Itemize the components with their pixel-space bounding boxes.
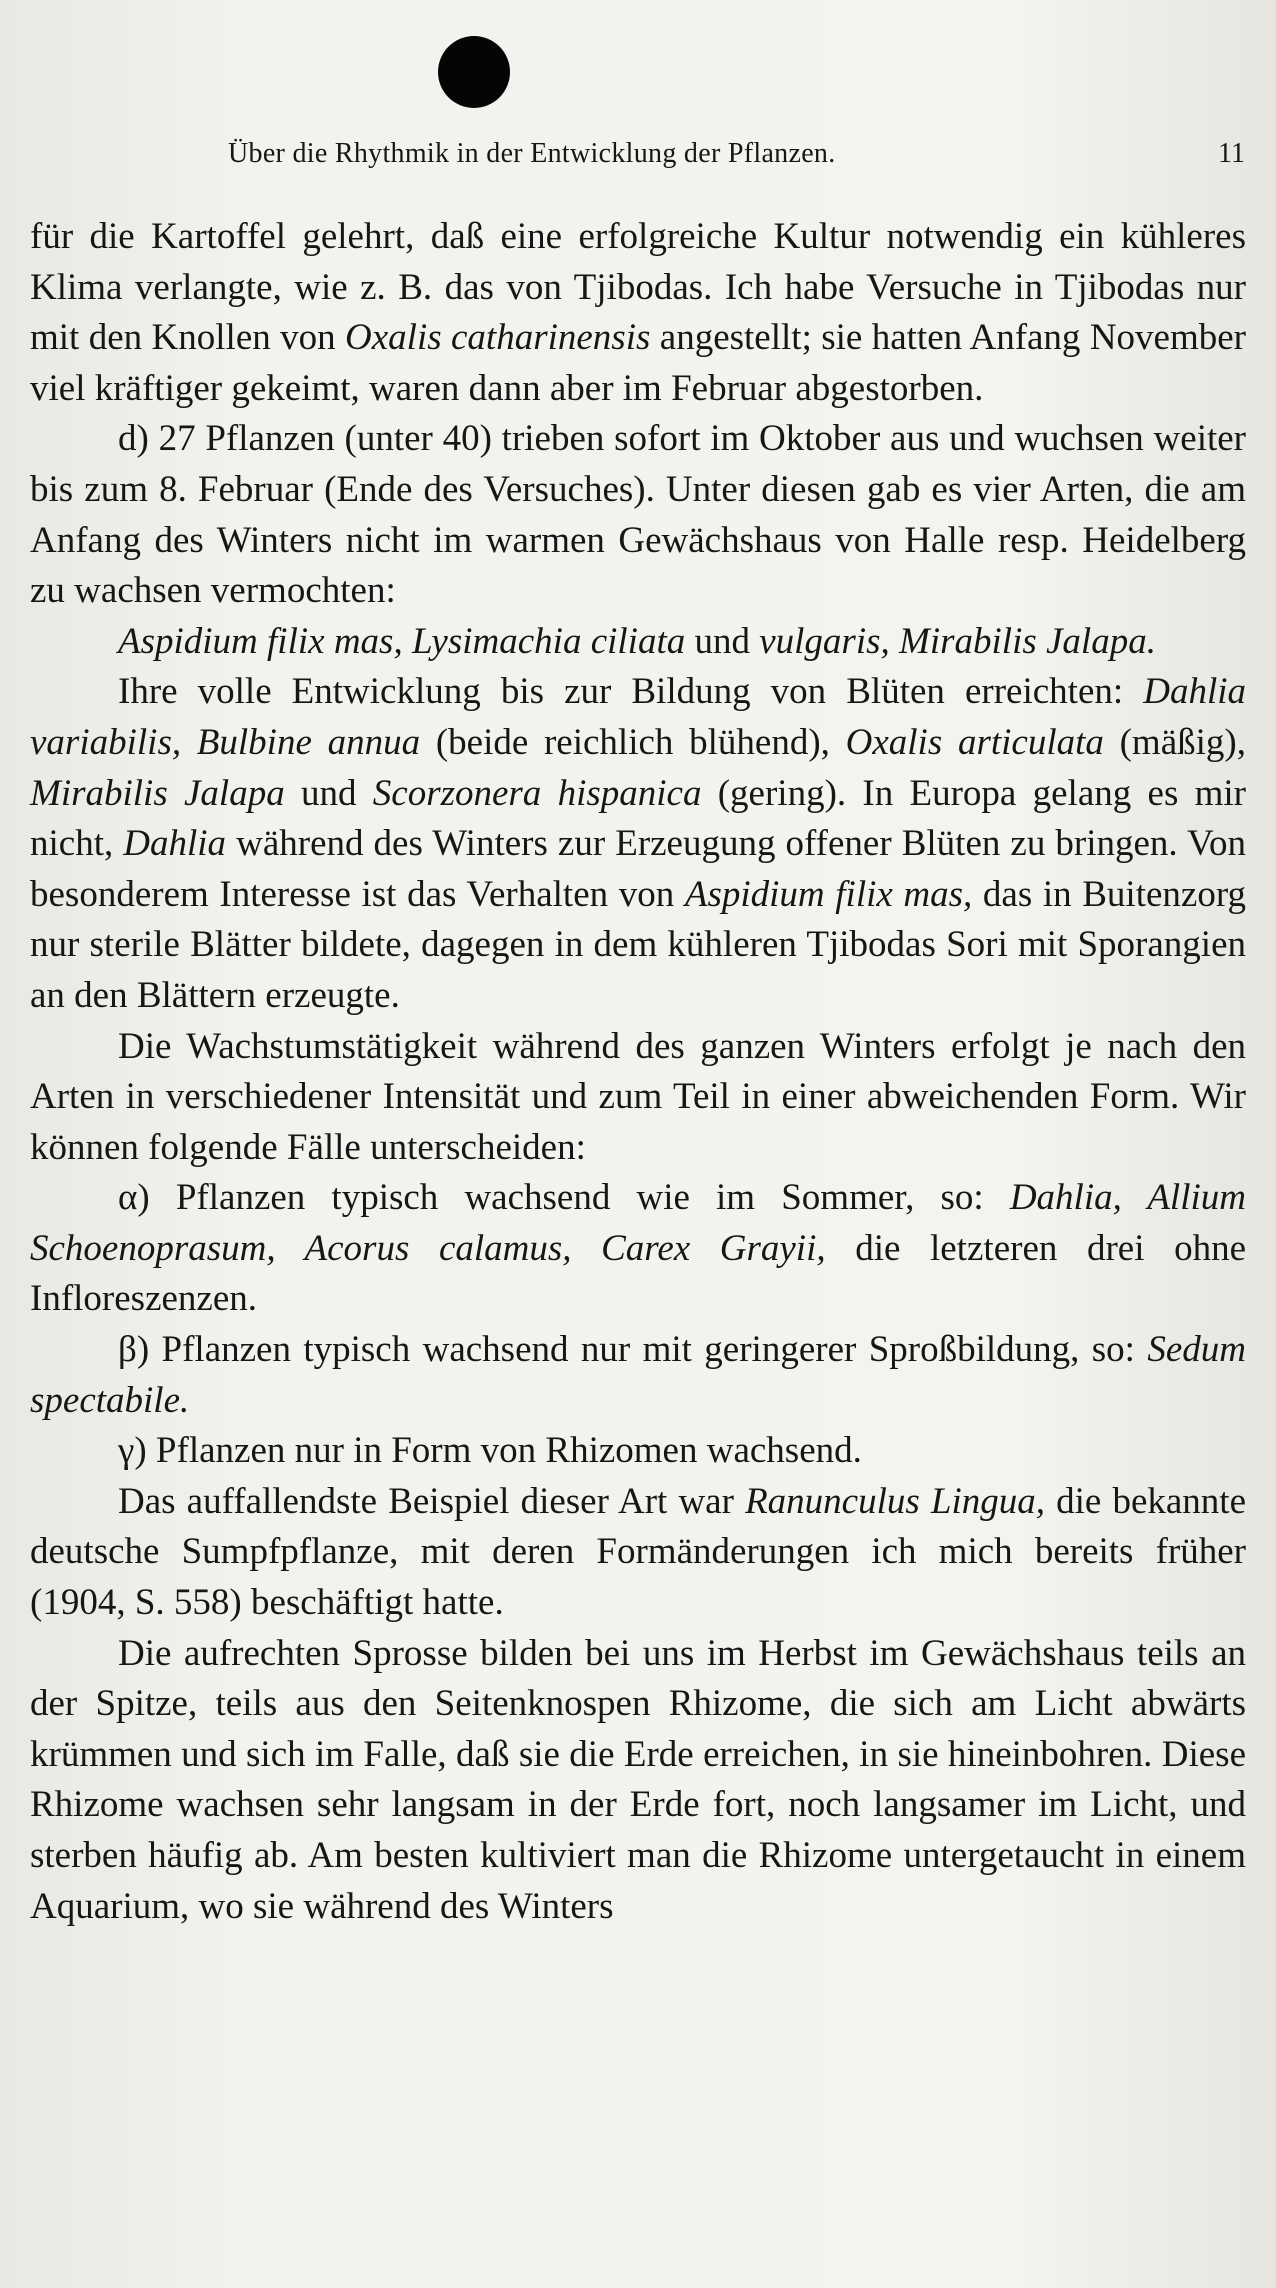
text-run: und (284, 772, 373, 814)
text-run: d) 27 Pflanzen (unter 40) trieben sofort im Oktober aus und wuchsen weiter bis zum 8. Februar (Ende des Versuches). Unter diesen gab es vier Arten, die am Anfang des Winters nicht im warmen Gewächshaus von Halle resp. Heidelberg zu wachsen vermochten: (30, 418, 1246, 612)
paragraph-p2 (30, 414, 1246, 616)
italic-term: Ranunculus Lingua, (745, 1480, 1045, 1522)
text-run: das in Buitenzorg nur sterile Blätter bildete, dagegen in dem kühleren Tjibodas Sori mit Sporangien an den Blättern erzeugte. (30, 873, 1246, 1016)
text-run: für die Kartoffel gelehrt, daß eine erfolgreiche Kultur notwendig ein kühleres Klima verlangte, wie z. B. das von Tjibodas. Ich habe Versuche in Tjibodas nur mit den Knollen von (30, 216, 1246, 359)
paragraph-p7 (30, 1325, 1246, 1426)
text-run: γ) Pflanzen nur in Form von Rhizomen wachsend. (118, 1430, 862, 1472)
paragraph-p9 (30, 1477, 1246, 1629)
paragraph-p5 (30, 1022, 1246, 1174)
paragraph-p4 (30, 667, 1246, 1021)
running-title: Über die Rhythmik in der Entwicklung der Pflanzen. (228, 138, 836, 169)
text-run: die bekannte deutsche Sumpfpflanze, mit deren Formänderungen ich mich bereits früher (1904, S. 558) beschäftigt hatte. (30, 1480, 1247, 1624)
paragraph-p1 (30, 212, 1246, 414)
text-run: während des Winters zur Erzeugung offener Blüten zu bringen. Von besonderem Interesse ist das Verhalten von (30, 823, 1246, 915)
italic-term: Oxalis catharinensis (345, 317, 651, 359)
italic-term: Oxalis articulata (845, 721, 1104, 763)
paragraph-p6 (30, 1173, 1246, 1325)
text-run: angestellt; sie hatten Anfang November viel kräftiger gekeimt, waren dann aber im Februar abgestorben. (30, 317, 1246, 409)
body-text (30, 212, 1246, 1932)
italic-term: Dahlia (123, 823, 227, 865)
paragraph-p10 (30, 1629, 1246, 1933)
text-run: (gering). In Europa gelang es mir nicht, (30, 772, 1246, 865)
text-run: (beide reichlich blühend), (420, 721, 846, 763)
text-run: Die Wachstumstätigkeit während des ganzen Winters erfolgt je nach den Arten in verschiedener Intensität und zum Teil in einer abweichenden Form. Wir können folgende Fälle unterscheiden: (30, 1025, 1246, 1168)
italic-term: Sedum spectabile. (30, 1329, 1246, 1421)
italic-term: vulgaris, Mirabilis Jalapa. (759, 620, 1156, 662)
text-run: Die aufrechten Sprosse bilden bei uns im Herbst im Gewächshaus teils an der Spitze, teils aus den Seitenknospen Rhizome, die sich am Licht abwärts krümmen und sich im Falle, daß sie die Erde erreichen, in sie hineinbohren. Diese Rhizome wachsen sehr langsam in der Erde fort, noch langsamer im Licht, und sterben häufig ab. Am besten kultiviert man die Rhizome untergetaucht in einem Aquarium, wo sie während des Winters (30, 1632, 1246, 1927)
italic-term: Scorzonera hispanica (372, 772, 702, 814)
italic-term: Mirabilis Jalapa (30, 772, 285, 814)
text-run: und (685, 620, 760, 662)
paragraph-p8 (30, 1426, 1246, 1477)
italic-term: Dahlia variabilis, Bulbine annua (30, 671, 1246, 763)
text-run: Das auffallendste Beispiel dieser Art war (118, 1480, 746, 1522)
italic-term: Dahlia, Allium Schoenoprasum, Acorus calamus, Carex Grayii, (30, 1177, 1246, 1269)
text-run: die letzteren drei ohne Infloreszenzen. (30, 1227, 1246, 1320)
text-run: Ihre volle Entwicklung bis zur Bildung von Blüten erreichten: (118, 671, 1144, 713)
text-run: α) Pflanzen typisch wachsend wie im Sommer, so: (118, 1177, 1010, 1219)
page-number: 11 (1218, 138, 1245, 169)
paragraph-p3 (30, 617, 1246, 668)
text-run: (mäßig), (1103, 721, 1246, 763)
text-run: β) Pflanzen typisch wachsend nur mit geringerer Sproßbildung, so: (118, 1329, 1148, 1371)
punch-hole-mark (438, 36, 510, 108)
italic-term: Aspidium filix mas, Lysimachia ciliata (118, 620, 686, 662)
italic-term: Aspidium filix mas, (684, 873, 973, 915)
